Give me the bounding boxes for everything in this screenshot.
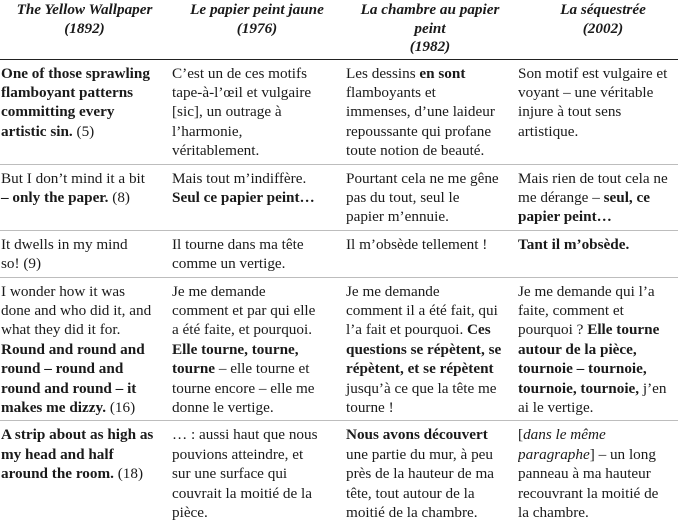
text-line (172, 320, 342, 339)
emphasized-text: round and round – it (1, 379, 137, 397)
emphasized-text: my head and half (1, 445, 114, 463)
translation-1982-cell (344, 421, 516, 525)
text-line (346, 169, 514, 188)
text-segment: comment il a été fait, qui (346, 301, 498, 319)
emphasized-text: – only the paper. (1, 188, 109, 206)
text-line (346, 359, 514, 378)
text-line (346, 379, 514, 398)
emphasized-text: tournoie – tournoie, (518, 360, 647, 378)
text-segment: toute notion de beauté. (346, 142, 485, 160)
text-segment: Mais rien de tout cela ne (518, 169, 668, 187)
text-line (172, 301, 342, 320)
text-segment: (8) (108, 188, 130, 206)
text-line (1, 64, 168, 83)
text-line (518, 503, 678, 522)
emphasized-text: A strip about as high as (1, 426, 154, 444)
text-segment: l’harmonie, (172, 122, 243, 140)
column-title: La séquestrée (560, 1, 646, 18)
translation-2002-cell (516, 421, 678, 525)
text-line (346, 122, 514, 141)
text-line (518, 379, 678, 398)
text-segment: what they did it for. (1, 321, 121, 339)
text-segment: – elle tourne et (215, 360, 310, 378)
text-line (1, 169, 168, 188)
text-segment: l’a fait et pourquoi. (346, 321, 468, 339)
translation-2002-cell (516, 59, 678, 164)
emphasized-text: répètent, et se répètent (346, 360, 494, 378)
text-segment: artistique. (518, 122, 579, 140)
text-segment: Je me demande (172, 282, 266, 300)
text-line (1, 282, 168, 301)
text-segment: près de la hauteur de ma (346, 465, 495, 483)
text-segment: Je me demande qui l’a (518, 282, 655, 300)
table-body (0, 59, 678, 525)
text-segment: tourne encore – elle me (172, 379, 315, 397)
table-header (0, 0, 678, 59)
translation-1982-cell (344, 59, 516, 164)
text-segment: jusqu’à ce que la tête me (346, 379, 497, 397)
translation-1976-cell (170, 230, 344, 277)
text-line (172, 340, 342, 359)
text-line (346, 83, 514, 102)
emphasized-text: around the room. (1, 465, 114, 483)
text-line (518, 188, 678, 207)
text-line (518, 235, 678, 254)
text-line (1, 122, 168, 141)
text-segment: moitié de la chambre. (346, 504, 478, 522)
text-segment: I wonder how it was (1, 282, 126, 300)
text-line (172, 141, 342, 160)
column-header-la-sequestree (516, 0, 678, 59)
text-line (172, 379, 342, 398)
text-line (172, 503, 342, 522)
text-segment: [sic], un outrage à (172, 103, 282, 121)
text-segment: … : aussi haut que nous (172, 426, 318, 444)
emphasized-text: tourne (172, 360, 216, 378)
column-year: (1976) (236, 19, 278, 37)
emphasized-text: Ces (467, 321, 491, 339)
text-line (346, 102, 514, 121)
emphasized-text: en sont (419, 64, 466, 82)
text-line (1, 235, 168, 254)
italic-text: paragraphe (518, 445, 590, 463)
text-line (1, 425, 168, 444)
text-line (1, 379, 168, 398)
table-row (0, 230, 678, 277)
text-segment: tête, tout autour de la (346, 484, 475, 502)
text-segment: donne le vertige. (172, 399, 274, 416)
text-line (1, 254, 168, 273)
text-line (1, 464, 168, 483)
text-segment: Mais tout m’indiffère. (172, 169, 307, 187)
text-segment: immenses, d’une laideur (346, 103, 495, 121)
text-line (172, 102, 342, 121)
text-line (346, 464, 514, 483)
text-segment: repoussante qui profane (346, 122, 492, 140)
text-line (1, 445, 168, 464)
text-segment: comment et par qui elle (172, 301, 316, 319)
text-segment: pouvions atteindre, et (172, 445, 304, 463)
translation-1982-cell (344, 164, 516, 230)
table-row (0, 164, 678, 230)
text-segment: injure à tout sens (518, 103, 622, 121)
text-segment: Pourtant cela ne me gêne (346, 169, 499, 187)
translation-1976-cell (170, 277, 344, 421)
text-segment: a été faite, et pourquoi. (172, 321, 313, 339)
text-line (172, 464, 342, 483)
emphasized-text: artistic sin. (1, 122, 73, 140)
emphasized-text: Elle tourne (587, 321, 660, 339)
text-line (518, 169, 678, 188)
text-line (346, 340, 514, 359)
text-line (346, 484, 514, 503)
source-passage-cell (0, 421, 170, 525)
emphasized-text: round – round and (1, 360, 124, 378)
table-row (0, 59, 678, 164)
column-title: La chambre au papier peint (360, 1, 500, 37)
text-line (518, 301, 678, 320)
emphasized-text: Seul ce papier peint… (172, 188, 315, 206)
text-line (346, 398, 514, 417)
table-row (0, 277, 678, 421)
text-segment: panneau à ma hauteur (518, 465, 651, 483)
text-line (518, 320, 678, 339)
text-line (346, 235, 514, 254)
text-segment: une partie du mur, à peu (346, 445, 493, 463)
text-segment: ] – un long (589, 445, 656, 463)
translation-2002-cell (516, 277, 678, 421)
text-segment: flamboyants et (346, 83, 436, 101)
text-segment: tape-à-l’œil et vulgaire (172, 83, 312, 101)
emphasized-text: Round and round and (1, 340, 145, 358)
text-line (346, 503, 514, 522)
source-passage-cell (0, 230, 170, 277)
text-line (518, 398, 678, 417)
text-segment: la chambre. (518, 504, 589, 522)
text-segment: faite, comment et (518, 301, 624, 319)
emphasized-text: makes me dizzy. (1, 399, 107, 416)
translation-1976-cell (170, 59, 344, 164)
italic-text: dans le même (523, 426, 606, 444)
text-segment: [ (518, 426, 524, 444)
text-line (1, 340, 168, 359)
text-segment: pièce. (172, 504, 208, 522)
text-line (346, 207, 514, 226)
text-line (346, 425, 514, 444)
text-line (518, 282, 678, 301)
text-line (346, 282, 514, 301)
emphasized-text: Tant il m’obsède. (518, 235, 630, 253)
text-line (518, 359, 678, 378)
text-line (172, 484, 342, 503)
column-year: (1892) (64, 19, 105, 37)
text-segment: pas du tout, seul le (346, 188, 460, 206)
table-row (0, 421, 678, 525)
emphasized-text: Nous avons découvert (346, 426, 488, 444)
text-line (172, 254, 342, 273)
text-segment: C’est un de ces motifs (172, 64, 307, 82)
header-row (0, 0, 678, 59)
text-line (1, 301, 168, 320)
text-line (172, 445, 342, 464)
column-title: The Yellow Wallpaper (16, 1, 153, 18)
text-segment: Il m’obsède tellement ! (346, 235, 488, 253)
emphasized-text: One of those sprawling (1, 64, 150, 82)
column-year: (2002) (582, 19, 624, 37)
text-line (1, 188, 168, 207)
text-segment: (16) (106, 399, 136, 416)
text-line (346, 301, 514, 320)
text-segment: sur une surface qui (172, 465, 288, 483)
emphasized-text: Elle tourne, tourne, (172, 340, 299, 358)
translation-1976-cell (170, 164, 344, 230)
text-segment: so! (9) (1, 255, 42, 273)
emphasized-text: flamboyant patterns (1, 83, 134, 101)
column-header-the-yellow-wallpaper (0, 0, 170, 59)
text-line (346, 445, 514, 464)
text-segment: papier m’ennuie. (346, 208, 449, 226)
translation-1976-cell (170, 421, 344, 525)
text-line (518, 464, 678, 483)
text-segment: comme un vertige. (172, 255, 286, 273)
column-header-la-chambre-au-papier-peint (344, 0, 516, 59)
column-year: (1982) (409, 38, 451, 55)
text-line (346, 320, 514, 339)
text-segment: recouvrant la moitié de (518, 484, 659, 502)
text-segment: tourne ! (346, 399, 394, 416)
text-line (518, 340, 678, 359)
text-segment: couvrait la moitié de la (172, 484, 313, 502)
text-line (172, 282, 342, 301)
text-segment: (18) (113, 465, 144, 483)
text-line (172, 64, 342, 83)
text-segment: But I don’t mind it a bit (1, 169, 145, 187)
text-line (172, 188, 342, 207)
text-segment: Il tourne dans ma tête (172, 235, 304, 253)
emphasized-text: committing every (1, 103, 115, 121)
text-line (346, 64, 514, 83)
translation-2002-cell (516, 230, 678, 277)
translation-1982-cell (344, 230, 516, 277)
text-line (172, 83, 342, 102)
emphasized-text: seul, ce (603, 188, 651, 206)
text-line (1, 102, 168, 121)
text-line (346, 188, 514, 207)
text-segment: véritablement. (172, 142, 260, 160)
text-segment: Son motif est vulgaire et (518, 64, 668, 82)
text-line (346, 141, 514, 160)
translation-2002-cell (516, 164, 678, 230)
text-line (518, 83, 678, 102)
text-line (172, 169, 342, 188)
emphasized-text: questions se répètent, se (346, 340, 502, 358)
text-segment: It dwells in my mind (1, 235, 128, 253)
emphasized-text: autour de la pièce, (518, 340, 637, 358)
text-line (172, 235, 342, 254)
text-segment: Je me demande (346, 282, 440, 300)
source-passage-cell (0, 59, 170, 164)
text-segment: (5) (72, 122, 95, 140)
text-line (1, 320, 168, 339)
text-segment: voyant – une véritable (518, 83, 654, 101)
column-header-le-papier-peint-jaune (170, 0, 344, 59)
text-line (1, 398, 168, 417)
text-line (518, 425, 678, 444)
text-line (518, 102, 678, 121)
text-line (172, 122, 342, 141)
text-line (172, 359, 342, 378)
emphasized-text: tournoie, tournoie, (518, 379, 640, 397)
text-segment: ai le vertige. (518, 399, 594, 416)
text-line (518, 207, 678, 226)
text-line (172, 398, 342, 417)
text-line (1, 83, 168, 102)
emphasized-text: papier peint… (518, 208, 612, 226)
text-line (518, 484, 678, 503)
text-line (172, 425, 342, 444)
column-title: Le papier peint jaune (190, 1, 324, 18)
source-passage-cell (0, 277, 170, 421)
text-line (1, 359, 168, 378)
text-segment: j’en (639, 379, 667, 397)
text-line (518, 64, 678, 83)
translation-1982-cell (344, 277, 516, 421)
text-segment: Les dessins (346, 64, 420, 82)
text-segment: pourquoi ? (518, 321, 588, 339)
source-passage-cell (0, 164, 170, 230)
text-line (518, 445, 678, 464)
text-line (518, 122, 678, 141)
text-segment: me dérange – (518, 188, 604, 206)
text-segment: done and who did it, and (1, 301, 152, 319)
